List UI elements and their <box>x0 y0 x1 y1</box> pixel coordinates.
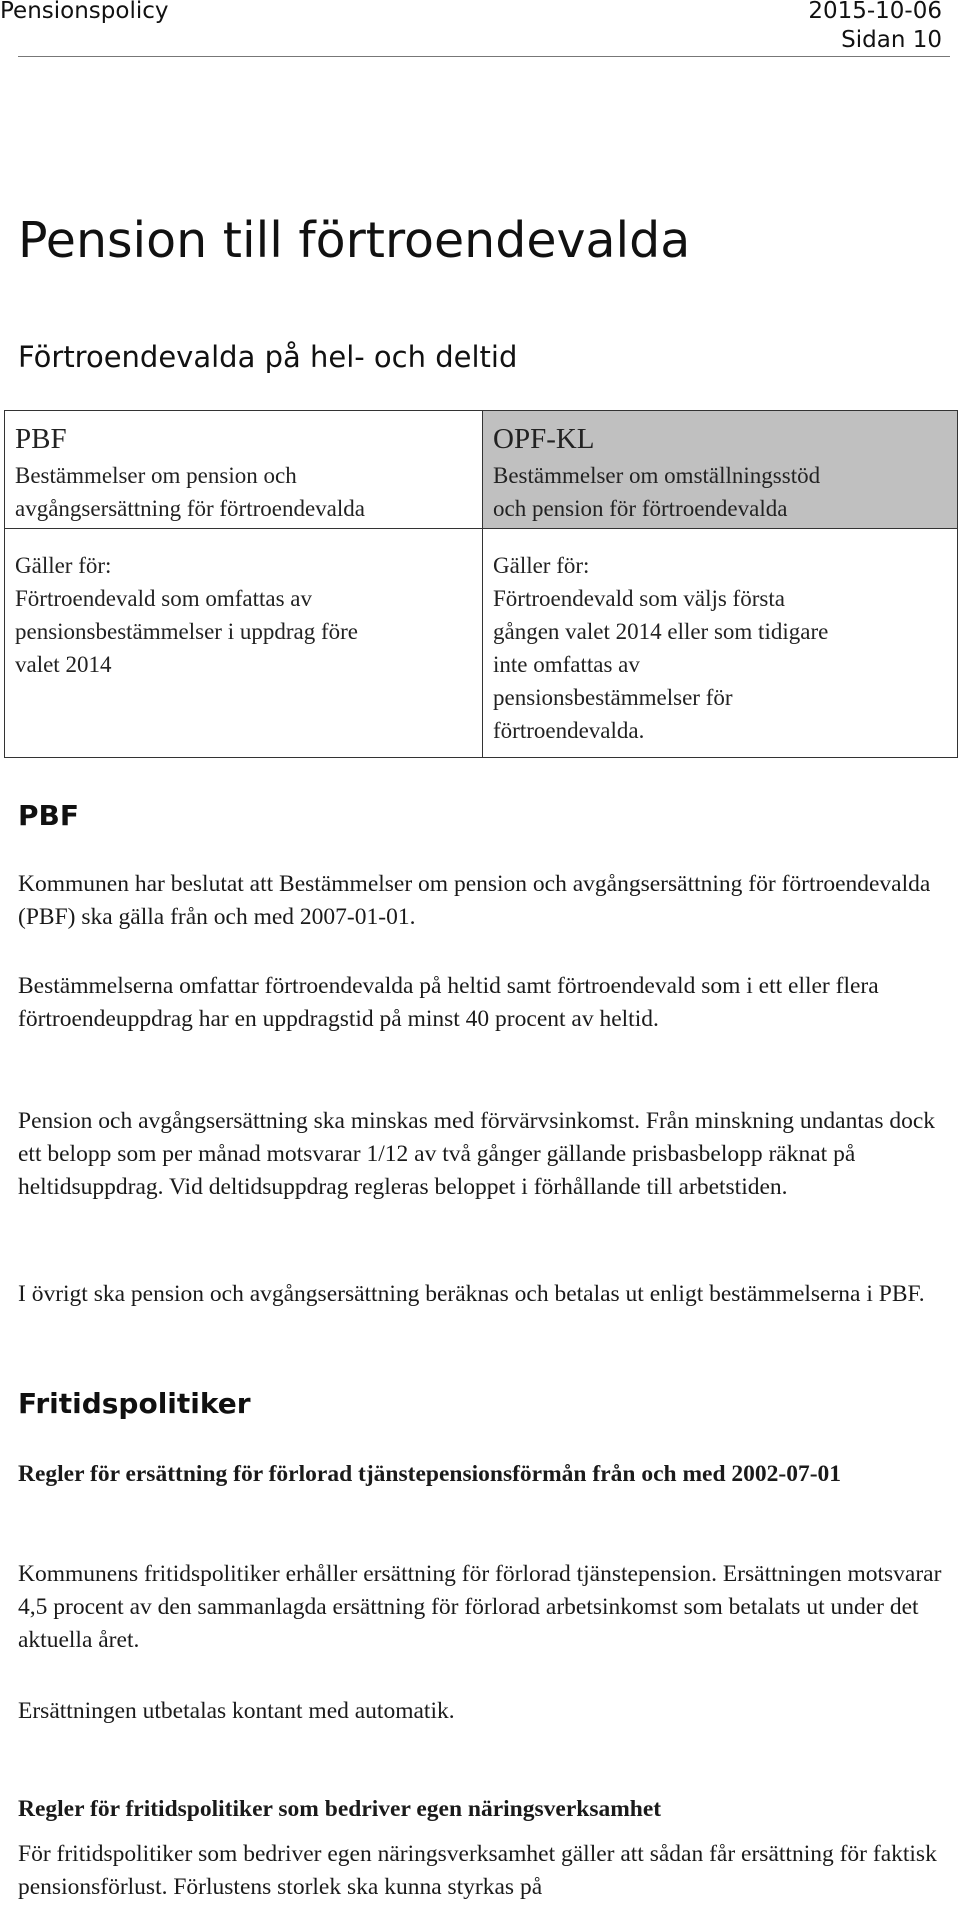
table-cell-header <box>5 411 482 529</box>
regulation-name: PBF <box>15 423 67 455</box>
applies-to-text <box>493 549 949 747</box>
applies-to-label: Gäller för: <box>15 553 112 578</box>
applies-to-line: pensionsbestämmelser för <box>493 685 733 710</box>
applies-to-line: gången valet 2014 eller som tidigare <box>493 619 829 644</box>
header-document-name: Pensionspolicy <box>0 0 169 24</box>
header-date: 2015-10-06 <box>808 0 942 24</box>
table-cell-header <box>483 411 957 529</box>
paragraph: I övrigt ska pension och avgångsersättning beräknas och betalas ut enligt bestämmelserna i PBF. <box>18 1281 925 1307</box>
header-page-number: Sidan 10 <box>841 27 942 53</box>
applies-to-line: Förtroendevald som väljs första <box>493 586 785 611</box>
paragraph: Kommunen har beslutat att Bestämmelser om pension och avgångsersättning för förtroendevalda (PBF) ska gälla från och med 2007-01-01. <box>18 871 931 930</box>
paragraph: Pension och avgångsersättning ska minskas med förvärvsinkomst. Från minskning undantas dock ett belopp som per månad motsvarar 1/12 av två gånger gällande prisbasbelopp räknat på heltidsuppdrag. Vid deltidsuppdrag regleras beloppet i förhållande till arbetstiden. <box>18 1108 936 1200</box>
applies-to-line: valet 2014 <box>15 652 112 677</box>
regulation-description: Bestämmelser om omställningsstöd <box>493 463 821 488</box>
applies-to-line: Förtroendevald som omfattas av <box>15 586 313 611</box>
section-heading-fritidspolitiker: Fritidspolitiker <box>18 1387 251 1420</box>
paragraph: Kommunens fritidspolitiker erhåller ersättning för förlorad tjänstepension. Ersättningen motsvarar 4,5 procent av den sammanlagda ersättning för förlorad arbetsinkomst som betalats ut under det aktuella året. <box>18 1561 942 1653</box>
applies-to-label: Gäller för: <box>493 553 590 578</box>
regulation-description: och pension för förtroendevalda <box>493 496 788 521</box>
page-title: Pension till förtroendevalda <box>18 212 691 269</box>
regulation-name: OPF-KL <box>493 423 595 455</box>
regulation-description: Bestämmelser om pension och <box>15 463 297 488</box>
applies-to-text <box>15 549 474 681</box>
page-subtitle: Förtroendevalda på hel- och deltid <box>18 340 518 374</box>
table-cell-opf-kl <box>482 410 958 758</box>
paragraph: Bestämmelserna omfattar förtroendevalda på heltid samt förtroendevald som i ett eller flera förtroendeuppdrag har en uppdragstid på minst 40 procent av heltid. <box>18 973 879 1032</box>
paragraph: För fritidspolitiker som bedriver egen näringsverksamhet gäller att sådan får ersättning för faktisk pensionsförlust. Förlustens storlek ska kunna styrkas på <box>18 1841 937 1900</box>
applies-to-line: förtroendevalda. <box>493 718 645 743</box>
table-cell-pbf <box>4 410 483 758</box>
page-header <box>0 0 960 60</box>
header-divider <box>18 56 950 57</box>
section-heading-pbf: PBF <box>18 799 79 832</box>
applies-to-line: pensionsbestämmelser i uppdrag före <box>15 619 358 644</box>
paragraph: Ersättningen utbetalas kontant med automatik. <box>18 1698 455 1724</box>
subsection-heading: Regler för fritidspolitiker som bedriver egen näringsverksamhet <box>18 1796 662 1822</box>
regulation-description: avgångsersättning för förtroendevalda <box>15 496 365 521</box>
applies-to-line: inte omfattas av <box>493 652 640 677</box>
subsection-heading: Regler för ersättning för förlorad tjänstepensionsförmån från och med 2002-07-01 <box>18 1461 842 1487</box>
comparison-table <box>0 410 960 760</box>
